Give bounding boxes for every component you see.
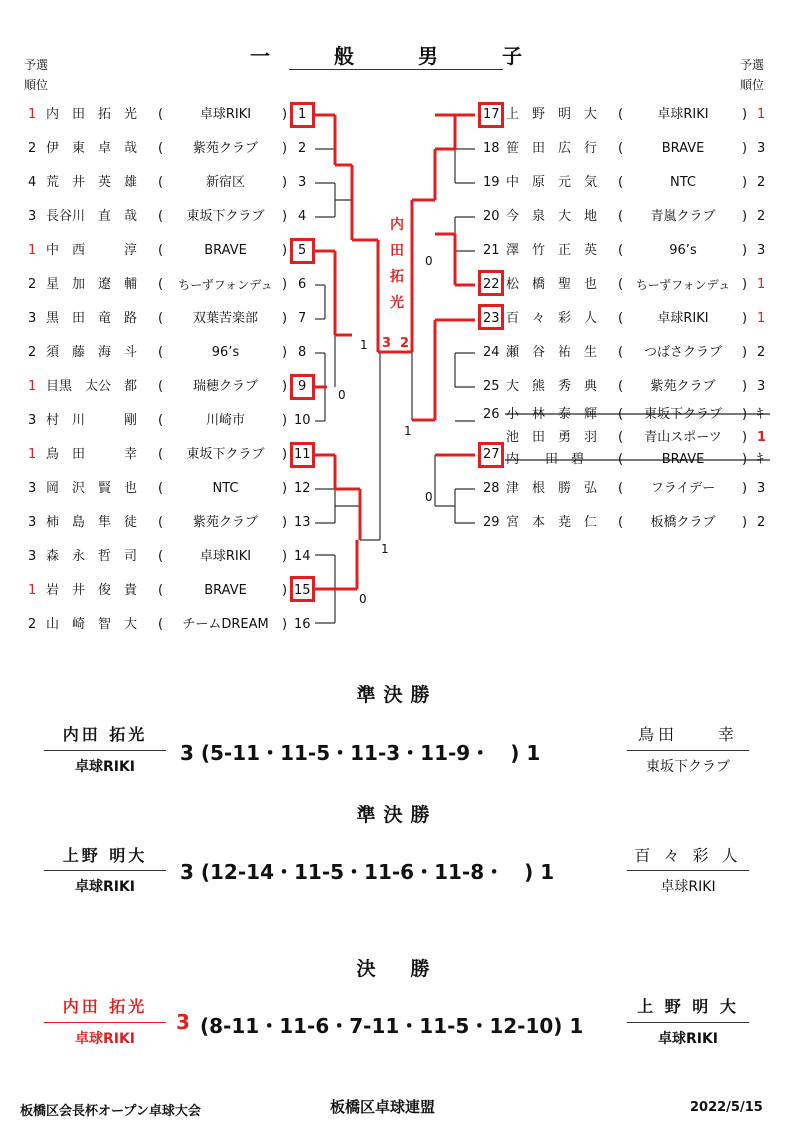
right-player-row: 24 瀬 谷 祐 生 ( つばさクラブ ) 2: [480, 342, 780, 364]
semifinal-2-left-name: 上野 明大: [62, 846, 148, 865]
left-player-row: 1 岩 井 俊 貴 ( BRAVE ) 15: [0, 580, 320, 602]
slot-number: 13: [294, 515, 311, 530]
left-player-row: 2 山 崎 智 大 ( チームDREAM ) 16: [0, 614, 320, 636]
player-name: 澤 竹 正 英: [506, 243, 598, 258]
left-player-row: 3 長谷川 直 哉 ( 東坂下クラブ ) 4: [0, 206, 320, 228]
player-name: 内 田 拓 光: [46, 107, 138, 122]
bracket-score: 0: [425, 490, 433, 504]
rank: 2: [757, 515, 766, 530]
rank: 3: [757, 141, 766, 156]
right-player-row-withdrawn: 27 内 田 碧 ( BRAVE ) ｷ: [480, 449, 780, 471]
player-name: 池 田 勇 羽: [506, 430, 598, 445]
slot-number: 26: [483, 407, 500, 422]
player-name: 笹 田 広 行: [506, 141, 598, 156]
rank: 2: [28, 345, 37, 360]
player-name: 中 原 元 気: [506, 175, 598, 190]
semifinal-1-label: 準決勝: [356, 684, 438, 706]
left-player-row: 2 星 加 遼 輔 ( ちーずフォンデュ ) 6: [0, 274, 320, 296]
right-player-row: 17 上 野 明 大 ( 卓球RIKI ) 1: [480, 104, 780, 126]
rank: 4: [28, 175, 37, 190]
player-name: 森 永 哲 司: [46, 549, 138, 564]
rank: 2: [28, 277, 37, 292]
slot-number: 7: [298, 311, 307, 326]
player-name: 荒 井 英 雄: [46, 175, 138, 190]
rank: 1: [757, 277, 766, 292]
club: チームDREAM: [182, 617, 269, 632]
bracket-score: 1: [404, 424, 412, 438]
final-winner-score: 3: [176, 1010, 190, 1034]
club: 新宿区: [205, 175, 245, 190]
rank: 1: [757, 311, 766, 326]
right-player-row: 20 今 泉 大 地 ( 青嵐クラブ ) 2: [480, 206, 780, 228]
final-left-club: 卓球RIKI: [74, 1031, 136, 1047]
player-name: 宮 本 尭 仁: [506, 515, 598, 530]
divider: [44, 1022, 166, 1023]
slot-number: 16: [294, 617, 311, 632]
rank: 3: [28, 515, 37, 530]
club: 卓球RIKI: [199, 107, 252, 122]
club: 瑞穂クラブ: [192, 379, 258, 394]
bracket-score: 0: [338, 388, 346, 402]
club: NTC: [670, 175, 696, 190]
rank: 2: [28, 141, 37, 156]
semifinal-1-right-name: 鳥田 幸: [637, 725, 738, 744]
right-player-row: 19 中 原 元 気 ( NTC ) 2: [480, 172, 780, 194]
club: 紫苑クラブ: [192, 141, 258, 156]
slot-number: 2: [298, 141, 307, 156]
slot-number: 27: [483, 447, 500, 462]
club: 紫苑クラブ: [192, 515, 258, 530]
left-player-row: 3 村 川 剛 ( 川崎市 ) 10: [0, 410, 320, 432]
rank: 2: [757, 175, 766, 190]
divider: [627, 750, 749, 751]
player-name: 星 加 遼 輔: [46, 277, 138, 292]
player-name: 松 橋 聖 也: [506, 277, 598, 292]
player-name: 村 川 剛: [46, 413, 138, 428]
slot-number: 15: [294, 583, 311, 598]
rank: ｷ: [757, 452, 764, 467]
club: 紫苑クラブ: [650, 379, 716, 394]
semifinal-2-left-club: 卓球RIKI: [74, 879, 136, 895]
page-title: 一 般 男 子: [250, 44, 544, 68]
bracket-score: 1: [381, 542, 389, 556]
final-right-name: 上 野 明 大: [637, 997, 739, 1016]
club: 96’s: [669, 243, 697, 258]
club: ちーずフォンデュ: [635, 278, 731, 292]
bracket-score: 0: [359, 592, 367, 606]
club: 川崎市: [205, 413, 245, 428]
slot-number: 10: [294, 413, 311, 428]
player-name: 黒 田 竜 路: [46, 311, 138, 326]
rank: 3: [28, 481, 37, 496]
club: BRAVE: [661, 141, 705, 156]
divider: [627, 870, 749, 871]
rank: 1: [28, 379, 37, 394]
club: 卓球RIKI: [199, 549, 252, 564]
right-player-row: 29 宮 本 尭 仁 ( 板橋クラブ ) 2: [480, 512, 780, 534]
final-score: (8-11・11-6・7-11・11-5・12-10) 1: [200, 1014, 584, 1038]
right-header-line2: 順位: [740, 78, 765, 92]
slot-number: 18: [483, 141, 500, 156]
rank: ｷ: [757, 407, 764, 422]
slot-number: 22: [483, 277, 500, 292]
slot-number: 24: [483, 345, 500, 360]
final-score-left: 3: [382, 336, 392, 351]
semifinal-2-score: 3 (12-14・11-5・11-6・11-8・ ) 1: [180, 860, 555, 884]
rank: 1: [28, 583, 37, 598]
right-player-row: 18 笹 田 広 行 ( BRAVE ) 3: [480, 138, 780, 160]
right-player-row: 23 百 々 彩 人 ( 卓球RIKI ) 1: [480, 308, 780, 330]
player-name: 瀬 谷 祐 生: [506, 345, 598, 360]
slot-number: 19: [483, 175, 500, 190]
club: ちーずフォンデュ: [178, 278, 273, 292]
final-left-name: 内田 拓光: [62, 997, 148, 1016]
left-player-row: 1 内 田 拓 光 ( 卓球RIKI ) 1: [0, 104, 320, 126]
slot-number: 17: [483, 107, 500, 122]
club: BRAVE: [204, 243, 247, 258]
semifinal-1-score: 3 (5-11・11-5・11-3・11-9・ ) 1: [180, 741, 541, 765]
semifinal-2-right-name: 百 々 彩 人: [634, 846, 742, 865]
slot-number: 23: [483, 311, 500, 326]
club: 青山スポーツ: [644, 430, 722, 445]
slot-number: 29: [483, 515, 500, 530]
club: 東坂下クラブ: [186, 447, 265, 462]
divider: [627, 1022, 749, 1023]
final-label: 決 勝: [356, 958, 438, 980]
left-player-row: 2 須 藤 海 斗 ( 96’s ) 8: [0, 342, 320, 364]
rank: 2: [757, 209, 766, 224]
semifinal-1-left-name: 内田 拓光: [62, 725, 148, 744]
rank: 3: [28, 413, 37, 428]
slot-number: 3: [298, 175, 307, 190]
slot-number: 6: [298, 277, 307, 292]
club: NTC: [212, 481, 239, 496]
right-player-row: 22 松 橋 聖 也 ( ちーずフォンデュ ) 1: [480, 274, 780, 296]
footer-event-name: 板橋区会長杯オープン卓球大会: [20, 1104, 201, 1119]
slot-number: 12: [294, 481, 311, 496]
slot-number: 28: [483, 481, 500, 496]
left-header-line1: 予選: [24, 58, 49, 72]
final-right-club: 卓球RIKI: [657, 1031, 719, 1047]
slot-number: 25: [483, 379, 500, 394]
slot-number: 11: [294, 447, 311, 462]
left-player-row: 2 伊 東 卓 哉 ( 紫苑クラブ ) 2: [0, 138, 320, 160]
rank: 2: [28, 617, 37, 632]
slot-number: 9: [298, 379, 307, 394]
bracket-score: 1: [360, 338, 368, 352]
player-name: 今 泉 大 地: [506, 209, 598, 224]
final-score-right: 2: [400, 336, 410, 351]
club: 双葉苦楽部: [192, 311, 258, 326]
rank: 3: [757, 243, 766, 258]
player-name: 岡 沢 賢 也: [46, 481, 138, 496]
right-player-row: 21 澤 竹 正 英 ( 96’s ) 3: [480, 240, 780, 262]
slot-number: 1: [298, 107, 307, 122]
club: BRAVE: [661, 452, 705, 467]
rank: 1: [28, 447, 37, 462]
right-player-row: 25 大 熊 秀 典 ( 紫苑クラブ ) 3: [480, 376, 780, 398]
club: 東坂下クラブ: [643, 407, 722, 422]
player-name: 上 野 明 大: [506, 107, 598, 122]
footer-date: 2022/5/15: [690, 1100, 763, 1115]
slot-number: 4: [298, 209, 307, 224]
left-player-row: 1 中 西 淳 ( BRAVE ) 5: [0, 240, 320, 262]
semifinal-1-left-club: 卓球RIKI: [74, 759, 136, 775]
left-player-row: 3 柿 島 隼 徒 ( 紫苑クラブ ) 13: [0, 512, 320, 534]
left-player-row: 4 荒 井 英 雄 ( 新宿区 ) 3: [0, 172, 320, 194]
player-name: 長谷川 直 哉: [46, 209, 138, 224]
champion-char: 内: [390, 217, 404, 233]
rank: 3: [757, 379, 766, 394]
player-name: 内 田 碧: [506, 452, 585, 467]
right-player-row-withdrawn: 26 小 林 泰 輝 ( 東坂下クラブ ) ｷ: [480, 404, 780, 426]
champion-name-vertical: [386, 212, 408, 316]
right-player-row: 28 津 根 勝 弘 ( フライデー ) 3: [480, 478, 780, 500]
champion-char: 光: [390, 295, 404, 311]
club: 96’s: [211, 345, 240, 360]
rank: 1: [28, 243, 37, 258]
bracket-score: 0: [425, 254, 433, 268]
player-name: 百 々 彩 人: [506, 311, 598, 326]
club: 青嵐クラブ: [650, 209, 716, 224]
divider: [44, 870, 166, 871]
slot-number: 14: [294, 549, 311, 564]
left-player-row: 1 鳥 田 幸 ( 東坂下クラブ ) 11: [0, 444, 320, 466]
left-player-row: 1 目黒 太公 都 ( 瑞穂クラブ ) 9: [0, 376, 320, 398]
club: BRAVE: [204, 583, 247, 598]
rank: 3: [28, 209, 37, 224]
rank: 3: [757, 481, 766, 496]
rank: 3: [28, 549, 37, 564]
player-name: 鳥 田 幸: [46, 447, 138, 462]
player-name: 中 西 淳: [46, 243, 138, 258]
club: つばさクラブ: [643, 345, 722, 360]
player-name: 山 崎 智 大: [46, 617, 138, 632]
footer-organizer: 板橋区卓球連盟: [330, 1098, 436, 1116]
left-header-line2: 順位: [24, 78, 49, 92]
divider: [44, 750, 166, 751]
player-name: 岩 井 俊 貴: [46, 583, 138, 598]
rank: 3: [28, 311, 37, 326]
slot-number: 20: [483, 209, 500, 224]
semifinal-1-right-club: 東坂下クラブ: [646, 759, 730, 775]
player-name: 小 林 泰 輝: [506, 407, 598, 422]
champion-char: 拓: [390, 269, 404, 285]
semifinal-2-right-club: 卓球RIKI: [660, 879, 716, 895]
club: 東坂下クラブ: [186, 209, 265, 224]
club: 卓球RIKI: [657, 107, 709, 122]
slot-number: 5: [298, 243, 307, 258]
player-name: 柿 島 隼 徒: [46, 515, 138, 530]
rank: 2: [757, 345, 766, 360]
slot-number: 8: [298, 345, 307, 360]
player-name: 目黒 太公 都: [46, 379, 138, 394]
left-player-row: 3 岡 沢 賢 也 ( NTC ) 12: [0, 478, 320, 500]
club: 板橋クラブ: [650, 515, 716, 530]
champion-char: 田: [390, 243, 404, 259]
rank: 1: [757, 107, 766, 122]
player-name: 津 根 勝 弘: [506, 481, 598, 496]
left-player-row: 3 森 永 哲 司 ( 卓球RIKI ) 14: [0, 546, 320, 568]
club: フライデー: [650, 481, 716, 496]
rank: 1: [757, 430, 767, 445]
left-player-row: 3 黒 田 竜 路 ( 双葉苦楽部 ) 7: [0, 308, 320, 330]
player-name: 伊 東 卓 哉: [46, 141, 138, 156]
rank: 1: [28, 107, 37, 122]
club: 卓球RIKI: [657, 311, 709, 326]
player-name: 大 熊 秀 典: [506, 379, 598, 394]
right-header-line1: 予選: [740, 58, 765, 72]
right-player-row-substitute: 池 田 勇 羽 ( 青山スポーツ ) 1: [480, 427, 780, 449]
slot-number: 21: [483, 243, 500, 258]
player-name: 須 藤 海 斗: [46, 345, 138, 360]
semifinal-2-label: 準決勝: [356, 804, 438, 826]
